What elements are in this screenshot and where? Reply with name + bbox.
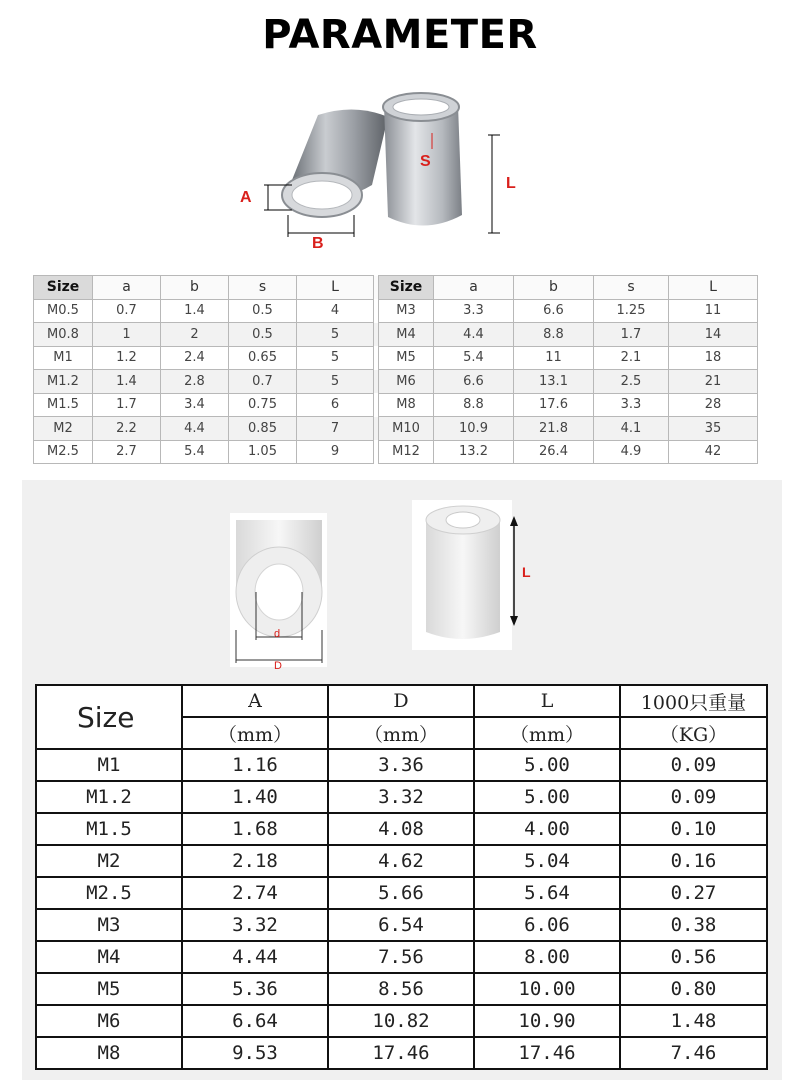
table1-header-cell: a	[93, 276, 161, 300]
table1-header-cell: Size	[34, 276, 93, 300]
table-cell: 8.00	[474, 941, 620, 973]
table-cell: 28	[669, 393, 758, 417]
table-cell: 8.8	[434, 393, 514, 417]
table2-unit-a: （mm）	[182, 717, 328, 749]
table-cell: 2.5	[594, 370, 669, 394]
table-cell: 2.8	[161, 370, 229, 394]
table-cell: 17.46	[474, 1037, 620, 1069]
table-cell: 3.4	[161, 393, 229, 417]
table-cell: M0.8	[34, 323, 93, 347]
table2-header-a: A	[182, 685, 328, 717]
table-cell: 2.2	[93, 417, 161, 441]
table-cell: 6.06	[474, 909, 620, 941]
table-row	[36, 845, 767, 877]
table-cell: 5.00	[474, 749, 620, 781]
table-cell: M12	[379, 440, 434, 464]
table-cell: 5	[297, 346, 374, 370]
table-row	[36, 973, 767, 1005]
table-cell: 7	[297, 417, 374, 441]
table-cell: 10.90	[474, 1005, 620, 1037]
table-cell: 0.09	[620, 749, 767, 781]
table-cell: M8	[379, 393, 434, 417]
table1-header-cell: s	[594, 276, 669, 300]
table-cell: 4.00	[474, 813, 620, 845]
table2-unit-l: （mm）	[474, 717, 620, 749]
table-row	[36, 813, 767, 845]
table-cell: 11	[514, 346, 594, 370]
table1-header-row	[34, 276, 758, 300]
table2-header-row	[36, 685, 767, 717]
page-title: PARAMETER	[262, 12, 538, 58]
table-cell: 4.9	[594, 440, 669, 464]
table-cell: 7.46	[620, 1037, 767, 1069]
table-cell: M5	[36, 973, 182, 1005]
table-cell: 1.48	[620, 1005, 767, 1037]
table-cell: 1.7	[594, 323, 669, 347]
table-cell: M10	[379, 417, 434, 441]
table-cell: 1.40	[182, 781, 328, 813]
table2-header-weight: 1000只重量	[620, 685, 767, 717]
table-cell: 4.4	[434, 323, 514, 347]
table-cell: 14	[669, 323, 758, 347]
table-cell: 6.64	[182, 1005, 328, 1037]
oval-sleeve-figure	[0, 85, 800, 275]
table2-unit-weight: （KG）	[620, 717, 767, 749]
table-cell: 3.32	[182, 909, 328, 941]
table-row	[34, 393, 758, 417]
dimension-d-label: d	[274, 628, 281, 640]
table-cell: M2.5	[34, 440, 93, 464]
table-cell: M3	[36, 909, 182, 941]
table-cell: M8	[36, 1037, 182, 1069]
table-cell: 0.75	[229, 393, 297, 417]
table-cell: 35	[669, 417, 758, 441]
table-cell: 4.44	[182, 941, 328, 973]
dimension-L-label: L	[522, 564, 531, 580]
table1-header-cell: b	[161, 276, 229, 300]
dimension-D-label: D	[274, 660, 282, 672]
table-row	[34, 417, 758, 441]
table-cell: M1.2	[34, 370, 93, 394]
table1-header-cell: L	[297, 276, 374, 300]
table-cell: 2.74	[182, 877, 328, 909]
table-cell: 2.7	[93, 440, 161, 464]
table-cell: 0.09	[620, 781, 767, 813]
table-cell: 1.68	[182, 813, 328, 845]
table-row	[36, 749, 767, 781]
table-cell: 0.85	[229, 417, 297, 441]
table-cell: M6	[36, 1005, 182, 1037]
table1-header-cell: s	[229, 276, 297, 300]
table-cell: 5.64	[474, 877, 620, 909]
table2-header-d: D	[328, 685, 474, 717]
round-sleeve-weight-table	[35, 684, 768, 1070]
table-cell: 18	[669, 346, 758, 370]
oval-sleeve-drawing	[0, 85, 800, 275]
table-row	[36, 781, 767, 813]
table-cell: 17.6	[514, 393, 594, 417]
table-cell: 0.10	[620, 813, 767, 845]
table-cell: 5.00	[474, 781, 620, 813]
table-cell: 1.05	[229, 440, 297, 464]
table-row	[36, 1005, 767, 1037]
table-cell: 4.08	[328, 813, 474, 845]
round-sleeve-figure	[22, 480, 782, 680]
dimension-l-label: L	[506, 175, 516, 192]
table-row	[36, 877, 767, 909]
table-row	[34, 323, 758, 347]
dimension-s-label: S	[420, 153, 431, 170]
table2-body	[36, 749, 767, 1069]
table-row	[34, 440, 758, 464]
table-cell: 0.5	[229, 299, 297, 323]
table-cell: 4.4	[161, 417, 229, 441]
table-cell: 3.32	[328, 781, 474, 813]
table-cell: 42	[669, 440, 758, 464]
table-row	[36, 909, 767, 941]
table-cell: M2	[36, 845, 182, 877]
table-row	[34, 299, 758, 323]
table-cell: 5	[297, 370, 374, 394]
table-cell: 8.56	[328, 973, 474, 1005]
table-cell: 5.36	[182, 973, 328, 1005]
table-cell: 8.8	[514, 323, 594, 347]
table-cell: M3	[379, 299, 434, 323]
table-cell: 6.6	[434, 370, 514, 394]
table-cell: 0.16	[620, 845, 767, 877]
table-cell: 21	[669, 370, 758, 394]
table-cell: 6.54	[328, 909, 474, 941]
table-cell: 11	[669, 299, 758, 323]
table2-header-l: L	[474, 685, 620, 717]
table-cell: M5	[379, 346, 434, 370]
table2-size-header: Size	[36, 685, 182, 749]
table-row	[34, 346, 758, 370]
table-cell: M6	[379, 370, 434, 394]
table-cell: 0.65	[229, 346, 297, 370]
table-cell: 4.62	[328, 845, 474, 877]
table-cell: 10.9	[434, 417, 514, 441]
table1-header-cell: a	[434, 276, 514, 300]
table-cell: 0.7	[229, 370, 297, 394]
table-cell: 1.4	[161, 299, 229, 323]
table-row	[34, 370, 758, 394]
table-cell: 13.2	[434, 440, 514, 464]
table-cell: 10.82	[328, 1005, 474, 1037]
table-cell: 1.7	[93, 393, 161, 417]
table-cell: M1.5	[36, 813, 182, 845]
table-cell: 4.1	[594, 417, 669, 441]
table-cell: 5.04	[474, 845, 620, 877]
table-cell: M4	[36, 941, 182, 973]
table-cell: M2	[34, 417, 93, 441]
table-cell: 5.4	[161, 440, 229, 464]
dimension-a-label: A	[240, 189, 252, 206]
table2-unit-d: （mm）	[328, 717, 474, 749]
table1-header-cell: L	[669, 276, 758, 300]
table-cell: 17.46	[328, 1037, 474, 1069]
table1-header-cell: b	[514, 276, 594, 300]
table-cell: 21.8	[514, 417, 594, 441]
table-cell: 5.4	[434, 346, 514, 370]
table-cell: 5.66	[328, 877, 474, 909]
table-cell: M1.5	[34, 393, 93, 417]
table-cell: M1	[34, 346, 93, 370]
table-cell: 0.80	[620, 973, 767, 1005]
table-cell: M0.5	[34, 299, 93, 323]
table-cell: 0.27	[620, 877, 767, 909]
table-cell: 10.00	[474, 973, 620, 1005]
table-cell: M4	[379, 323, 434, 347]
table-cell: 0.56	[620, 941, 767, 973]
table-cell: 2.1	[594, 346, 669, 370]
table-cell: 26.4	[514, 440, 594, 464]
table1-body	[34, 276, 758, 464]
table-cell: 1.25	[594, 299, 669, 323]
table-cell: 3.3	[594, 393, 669, 417]
table-cell: 3.3	[434, 299, 514, 323]
table-cell: 3.36	[328, 749, 474, 781]
table-cell: 2.18	[182, 845, 328, 877]
table-cell: 1.16	[182, 749, 328, 781]
table-cell: M1.2	[36, 781, 182, 813]
table-cell: 5	[297, 323, 374, 347]
table-cell: 1.2	[93, 346, 161, 370]
table-cell: 6.6	[514, 299, 594, 323]
table-cell: 1	[93, 323, 161, 347]
table-row	[36, 1037, 767, 1069]
table-cell: 2	[161, 323, 229, 347]
table-cell: 7.56	[328, 941, 474, 973]
table-cell: 0.5	[229, 323, 297, 347]
table-cell: 6	[297, 393, 374, 417]
oval-sleeve-size-table	[33, 275, 758, 464]
table-cell: M2.5	[36, 877, 182, 909]
table-cell: M1	[36, 749, 182, 781]
table-cell: 9.53	[182, 1037, 328, 1069]
dimension-b-label: B	[312, 235, 324, 252]
table-cell: 4	[297, 299, 374, 323]
table-cell: 0.7	[93, 299, 161, 323]
table-cell: 9	[297, 440, 374, 464]
table-cell: 0.38	[620, 909, 767, 941]
table-cell: 1.4	[93, 370, 161, 394]
round-sleeve-drawing	[22, 480, 782, 680]
table-row	[36, 941, 767, 973]
table1-header-cell: Size	[379, 276, 434, 300]
table-cell: 13.1	[514, 370, 594, 394]
table-cell: 2.4	[161, 346, 229, 370]
table2-head	[36, 685, 767, 749]
